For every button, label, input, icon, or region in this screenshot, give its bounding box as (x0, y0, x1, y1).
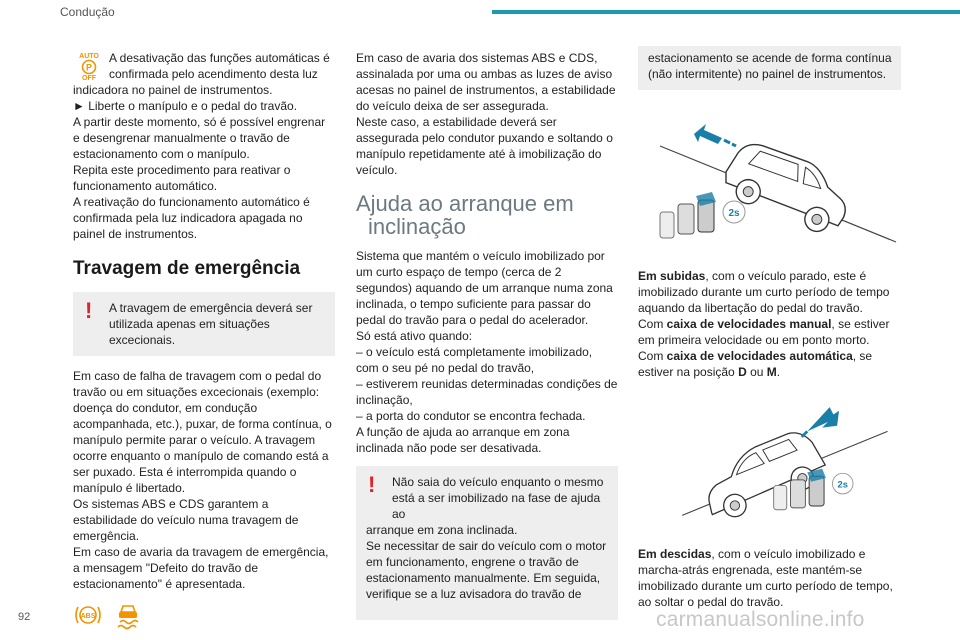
uphill-illustration (638, 104, 900, 254)
hill-start-title (356, 192, 618, 238)
box-line-1: Não saia do veículo enquanto o mesmo (392, 475, 604, 489)
manual-text: , se estiver em primeira velocidade ou em ponto morto. (638, 317, 890, 347)
warning-icons-row (73, 602, 335, 630)
column-1 (73, 50, 335, 630)
downhill-paragraph (638, 546, 900, 610)
hill-start-warning-box-continued (638, 46, 901, 90)
emergency-paragraph-1: Em caso de falha de travagem com o pedal do travão ou em situações excecionais (exemplo: doença do condutor, em condução acompanhada, etc.), puxar, de forma contínua, o manípulo permite parar o veículo. A travagem ocorre enquanto o manípulo de comando está a ser puxado. Esta é interrompida quando o manípulo é libertado. (73, 369, 332, 495)
intro-rest: indicadora no painel de instrumentos. (73, 83, 273, 97)
hill-start-title-line-1: Ajuda ao arranque em (356, 191, 574, 216)
box-paragraph-2: Se necessitar de sair do veículo com o motor em funcionamento, engrene o travão de estacionamento manualmente. Em seguida, verifique se a luz avisadora do travão de (366, 539, 607, 601)
auto-label: AUTO (79, 53, 99, 60)
header-accent-bar (492, 10, 960, 14)
manual-bold: caixa de velocidades manual (666, 317, 832, 331)
uphill-bold: Em subidas (638, 269, 706, 283)
step-release: ► Liberte o manípulo e o pedal do travão. (73, 99, 298, 113)
condition-1: – o veículo está completamente imobilizado, com o seu pé no pedal do travão, (356, 345, 593, 375)
position-d: D (738, 365, 747, 379)
column-2 (356, 50, 618, 620)
reactivation-text: A reativação do funcionamento automático é confirmada pela luz indicadora apagada no painel de instrumentos. (73, 195, 310, 241)
auto-bold: caixa de velocidades automática (666, 349, 853, 363)
hill-start-paragraph-3: A função de ajuda ao arranque em zona inclinada não pode ser desativada. (356, 425, 570, 455)
box-continued-text: estacionamento se acende de forma contínua (não intermitente) no painel de instrumentos. (648, 51, 892, 81)
svg-text:2s: 2s (837, 479, 848, 490)
position-or: ou (746, 365, 767, 379)
intro-line-2: confirmada pelo acendimento desta luz (109, 67, 318, 81)
hill-start-warning-box (356, 466, 618, 620)
intro-line-1: A desativação das funções automáticas é (109, 51, 330, 65)
downhill-bold: Em descidas (638, 547, 712, 561)
pedals-graphic (660, 192, 716, 238)
emergency-braking-title: Travagem de emergência (73, 258, 301, 279)
failure-paragraph-2: Neste caso, a estabilidade deverá ser assegurada pelo condutor puxando e soltando o manípulo repetidamente até à imobilização do veículo. (356, 115, 613, 177)
hill-start-title-line-2: inclinação (368, 214, 466, 239)
emergency-paragraph-2: Os sistemas ABS e CDS garantem a estabilidade do veículo numa travagem de emergência. (73, 497, 299, 543)
hill-start-paragraph-2: Só está ativo quando: (356, 329, 473, 343)
manual-gearbox-paragraph (638, 316, 900, 348)
position-end: . (776, 365, 781, 379)
auto-prefix: Com (638, 349, 667, 363)
box-line-2: está a ser imobilizado na fase de ajuda ao (392, 491, 601, 521)
emergency-paragraph-3: Em caso de avaria da travagem de emergência, a mensagem "Defeito do travão de estacionamento" é apresentada. (73, 545, 329, 591)
uphill-paragraph (638, 268, 900, 316)
hill-start-paragraph-1: Sistema que mantém o veículo imobilizado por um curto espaço de tempo (cerca de 2 segundos) aquando de um arranque numa zona inclinada, o tempo suficiente para passar do pedal do travão para o pedal do acelerador. (356, 249, 613, 327)
auto-park-off-icon (75, 51, 103, 81)
abs-label: ABS (80, 613, 96, 620)
downhill-text: , com o veículo imobilizado e marcha-atrás engrenada, este mantém-se imobilizado durante um curto período de tempo, ao soltar o pedal do travão. (638, 547, 893, 609)
warning-exclamation-icon: ! (368, 472, 376, 497)
column-3 (638, 50, 900, 610)
warning-exclamation-icon: ! (85, 298, 93, 323)
emergency-warning-text: A travagem de emergência deverá ser utilizada apenas em situações excecionais. (109, 301, 313, 347)
off-label: OFF (82, 75, 96, 81)
emergency-warning-box (73, 292, 335, 356)
watermark: carmanualsonline.info (656, 608, 865, 631)
svg-text:P: P (85, 62, 93, 73)
auto-off-intro (73, 50, 335, 82)
condition-3: – a porta do condutor se encontra fechada. (356, 409, 586, 423)
abs-warning-icon (73, 602, 103, 628)
manual-prefix: Com (638, 317, 667, 331)
box-rest: arranque em zona inclinada. (366, 523, 518, 537)
position-m: M (766, 365, 777, 379)
header-title: Condução (60, 5, 115, 19)
repeat-text: Repita este procedimento para reativar o funcionamento automático. (73, 163, 291, 193)
page-number: 92 (18, 611, 31, 623)
auto-text: , se estiver na posição (638, 349, 873, 379)
automatic-gearbox-paragraph (638, 348, 900, 380)
uphill-text: , com o veículo parado, este é imobilizado durante um curto período de tempo aquando da libertação do pedal do travão. (638, 269, 890, 315)
condition-2: – estiverem reunidas determinadas condições de inclinação, (356, 377, 618, 407)
manual-only-text: A partir deste momento, só é possível engrenar e desengrenar manualmente o travão de estacionamento com o manípulo. (73, 115, 326, 161)
cds-warning-icon (115, 602, 141, 630)
downhill-illustration (638, 394, 900, 534)
svg-text:2s: 2s (728, 208, 740, 219)
failure-paragraph-1: Em caso de avaria dos sistemas ABS e CDS, assinalada por uma ou ambas as luzes de aviso acesas no painel de instrumentos, a estabilidade do veículo deixa de ser assegurada. (356, 51, 616, 113)
